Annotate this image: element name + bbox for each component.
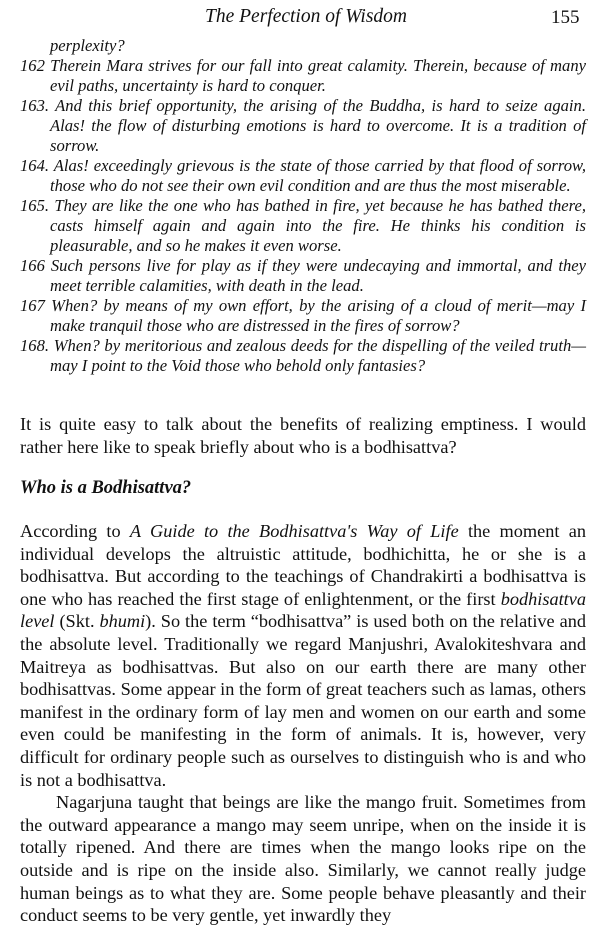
verse-list — [20, 36, 586, 376]
section-body — [20, 520, 586, 927]
verse-number: 166 — [20, 256, 45, 275]
verse-number: 162 — [20, 56, 45, 75]
verse-167 — [20, 296, 586, 336]
italic-term: bodhisattva level — [20, 588, 586, 632]
paragraph-bodhisattva-definition — [20, 520, 586, 791]
verse-163 — [20, 96, 586, 156]
book-title: A Guide to the Bodhisattva's Way of Life — [129, 521, 459, 541]
verse-text: When? by meritorious and zealous deeds for the dispelling of the veiled truth—may I point to the Void those who behold only fantasies? — [50, 336, 586, 375]
verse-continuation — [20, 36, 586, 56]
verse-text: Alas! exceedingly grievous is the state of those carried by that flood of sorrow, those who do not see their own evil condition and are thus the most miserable. — [50, 156, 586, 195]
verse-text: Therein Mara strives for our fall into great calamity. Therein, because of many evil paths, uncertainty is hard to conquer. — [50, 56, 586, 95]
intro-paragraph — [20, 413, 586, 458]
text-run: According to — [20, 521, 130, 541]
verse-number: 167 — [20, 296, 45, 315]
section-heading: Who is a Bodhisattva? — [20, 478, 192, 498]
verse-168 — [20, 336, 586, 376]
paragraph-mango: Nagarjuna taught that beings are like the mango fruit. Sometimes from the outward appearance a mango may seem unripe, when on the inside it is totally ripened. And there are times when the mango looks ripe on the outside and is ripe on the inside also. Similarly, we cannot really judge human beings as to what they are. Some people behave pleasantly and their conduct seems to be very gentle, yet inwardly they — [20, 792, 586, 926]
page-number: 155 — [551, 7, 580, 28]
verse-166 — [20, 256, 586, 296]
verse-text: And this brief opportunity, the arising of the Buddha, is hard to seize again. Alas! the flow of disturbing emotions is hard to overcome. It is a tradition of sorrow. — [50, 96, 586, 155]
text-run: ). So the term “bodhisattva” is used both on the relative and the absolute level. Traditionally we regard Manjushri, Avalokiteshvara and Maitreya as bodhisattvas. But also on our earth there are many other bodhisattvas. Some appear in the form of great teachers such as lamas, others manifest in the ordinary form of lay men and women on our earth and some even could be manifesting in the form of animals. It is, however, very difficult for ordinary people such as ourselves to distinguish who is and who is not a bodhisattva. — [20, 611, 586, 790]
verse-165 — [20, 196, 586, 256]
sanskrit-term: bhumi — [99, 611, 146, 632]
verse-number: 164. — [20, 156, 50, 175]
verse-number: 163. — [20, 96, 50, 115]
verse-text: perplexity? — [50, 36, 125, 55]
text-run: (Skt. — [54, 611, 100, 632]
running-title: The Perfection of Wisdom — [205, 6, 408, 27]
verse-number: 165. — [20, 196, 50, 215]
verse-text: When? by means of my own effort, by the arising of a cloud of merit—may I make tranquil those who are distressed in the fires of sorrow? — [50, 296, 586, 335]
text-run: the moment an individual develops the altruistic attitude, bodhichitta, he or she is a bodhisattva. But according to the teachings of Chandrakirti a bodhisattva is one who has reached the first stage of enlightenment, or the first — [20, 521, 586, 609]
verse-164 — [20, 156, 586, 196]
verse-162 — [20, 56, 586, 96]
verse-text: They are like the one who has bathed in fire, yet because he has bathed there, casts himself again and again into the fire. He thinks his condition is pleasurable, and so he makes it even worse. — [50, 196, 586, 255]
verse-number: 168. — [20, 336, 50, 355]
page-header — [0, 6, 600, 34]
intro-paragraph-text: It is quite easy to talk about the benefits of realizing emptiness. I would rather here like to speak briefly about who is a bodhisattva? — [20, 414, 586, 457]
verse-text: Such persons live for play as if they were undecaying and immortal, and they meet terrible calamities, with death in the lead. — [50, 256, 586, 295]
